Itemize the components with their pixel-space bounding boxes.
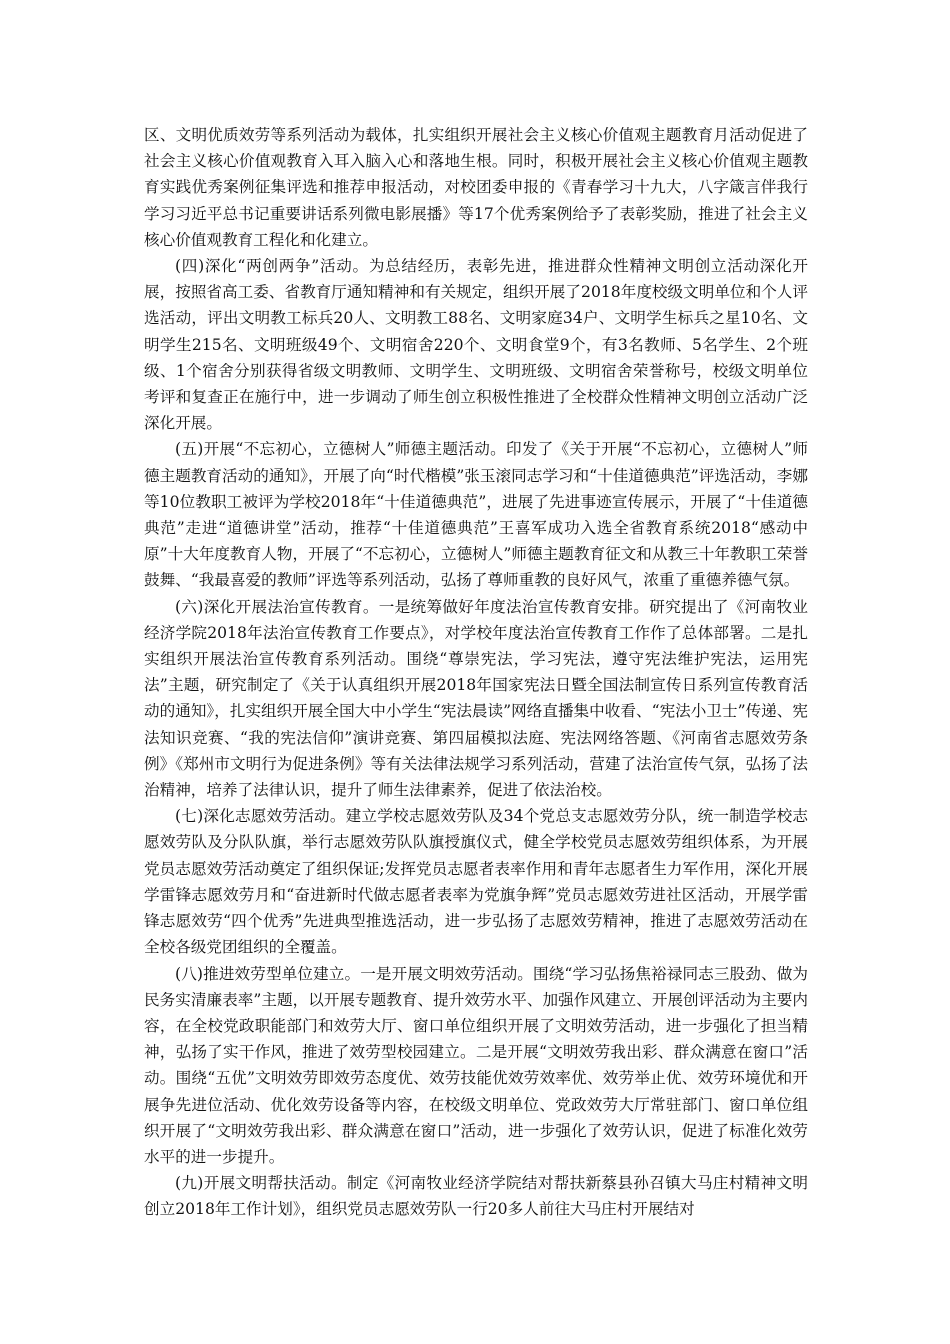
paragraph-section-9: (九)开展文明帮扶活动。制定《河南牧业经济学院结对帮扶新蔡县孙召镇大马庄村精神文明创立2018年工作计划》，组织党员志愿效劳队一行20多人前往大马庄村开展结对 (144, 1174, 808, 1219)
document-body (144, 122, 808, 1223)
paragraph-section-5: (五)开展“不忘初心，立德树人”师德主题活动。印发了《关于开展“不忘初心，立德树人”师德主题教育活动的通知》，开展了向“时代楷模”张玉滚同志学习和“十佳道德典范”评选活动，李娜等10位教职工被评为学校2018年“十佳道德典范”，进展了先进事迹宣传展示，开展了“十佳道德典范”走进“道德讲堂”活动，推荐“十佳道德典范”王喜军成功入选全省教育系统2018“感动中原”十大年度教育人物，开展了“不忘初心，立德树人”师德主题教育征文和从教三十年教职工荣誉鼓舞、“我最喜爱的教师”评选等系列活动，弘扬了尊师重教的良好风气，浓重了重德养德气氛。 (144, 440, 808, 590)
paragraph-socialist-values-continued: 区、文明优质效劳等系列活动为载体，扎实组织开展社会主义核心价值观主题教育月活动促进了社会主义核心价值观教育入耳入脑入心和落地生根。同时，积极开展社会主义核心价值观主题教育实践优秀案例征集评选和推荐申报活动，对校团委申报的《青春学习十九大，八字箴言伴我行学习习近平总书记重要讲话系列微电影展播》等17个优秀案例给予了表彰奖励，推进了社会主义核心价值观教育工程化和化建立。 (144, 126, 808, 249)
paragraph-section-6: (六)深化开展法治宣传教育。一是统筹做好年度法治宣传教育安排。研究提出了《河南牧业经济学院2018年法治宣传教育工作要点》，对学校年度法治宣传教育工作作了总体部署。二是扎实组织开展法治宣传教育系列活动。围绕“尊崇宪法，学习宪法，遵守宪法维护宪法，运用宪法”主题，研究制定了《关于认真组织开展2018年国家宪法日暨全国法制宣传日系列宣传教育活动的通知》，扎实组织开展全国大中小学生“宪法晨读”网络直播集中收看、“宪法小卫士”传递、宪法知识竞赛、“我的宪法信仰”演讲竞赛、第四届模拟法庭、宪法网络答题、《河南省志愿效劳条例》《郑州市文明行为促进条例》等有关法律法规学习系列活动，营建了法治宣传气氛，弘扬了法治精神，培养了法律认识，提升了师生法律素养，促进了依法治校。 (144, 597, 808, 800)
paragraph-section-8: (八)推进效劳型单位建立。一是开展文明效劳活动。围绕“学习弘扬焦裕禄同志三股劲、做为民务实清廉表率”主题，以开展专题教育、提升效劳水平、加强作风建立、开展创评活动为主要内容，在全校党政职能部门和效劳大厅、窗口单位组织开展了文明效劳活动，进一步强化了担当精神，弘扬了实干作风，推进了效劳型校园建立。二是开展“文明效劳我出彩、群众满意在窗口”活动。围绕“五优”文明效劳即效劳态度优、效劳技能优效劳效率优、效劳举止优、效劳环境优和开展争先进位活动、优化效劳设备等内容，在校级文明单位、党政效劳大厅常驻部门、窗口单位组织开展了“文明效劳我出彩、群众满意在窗口”活动，进一步强化了效劳认识，促进了标准化效劳水平的进一步提升。 (144, 964, 808, 1166)
paragraph-section-7: (七)深化志愿效劳活动。建立学校志愿效劳队及34个党总支志愿效劳分队，统一制造学校志愿效劳队及分队队旗，举行志愿效劳队队旗授旗仪式，健全学校党员志愿效劳组织体系，为开展党员志愿效劳活动奠定了组织保证;发挥党员志愿者表率作用和青年志愿者生力军作用，深化开展学雷锋志愿效劳月和“奋进新时代做志愿者表率为党旗争辉”党员志愿效劳进社区活动，开展学雷锋志愿效劳“四个优秀”先进典型推选活动，进一步弘扬了志愿效劳精神，推进了志愿效劳活动在全校各级党团组织的全覆盖。 (144, 807, 808, 957)
paragraph-section-4: (四)深化“两创两争”活动。为总结经历，表彰先进，推进群众性精神文明创立活动深化开展，按照省高工委、省教育厅通知精神和有关规定，组织开展了2018年度校级文明单位和个人评选活动，评出文明教工标兵20人、文明教工88名、文明家庭34户、文明学生标兵之星10名、文明学生215名、文明班级49个、文明宿舍220个、文明食堂9个，有3名教师、5名学生、2个班级、1个宿舍分别获得省级文明教师、文明学生、文明班级、文明宿舍荣誉称号，校级文明单位考评和复查正在施行中，进一步调动了师生创立积极性推进了全校群众性精神文明创立活动广泛深化开展。 (144, 257, 808, 433)
